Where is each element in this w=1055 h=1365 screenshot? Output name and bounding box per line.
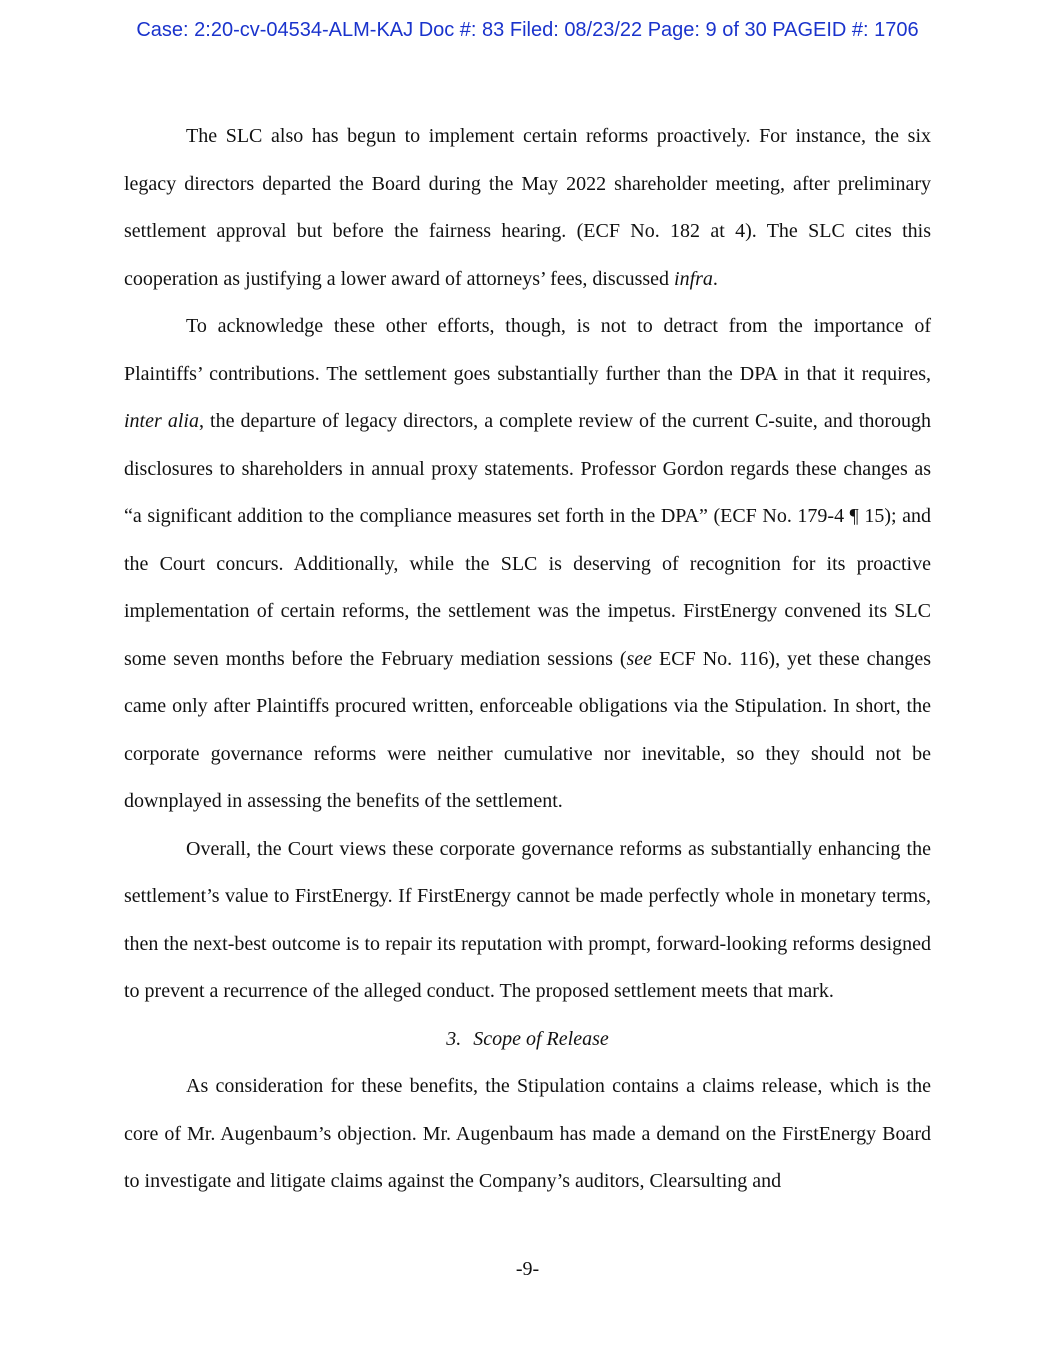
- paragraph-text: .: [712, 267, 718, 290]
- case-header: Case: 2:20-cv-04534-ALM-KAJ Doc #: 83 Filed: 08/23/22 Page: 9 of 30 PAGEID #: 1706: [136, 19, 919, 41]
- paragraph-plaintiffs-contributions: [124, 303, 931, 826]
- paragraph-text: As consideration for these benefits, the Stipulation contains a claims release, which is the core of Mr. Augenbaum’s objection. Mr. Augenbaum has made a demand on the FirstEnergy Board to investigate and litigate claims against the Company’s auditors, Clearsulting and: [124, 1075, 931, 1192]
- italic-text: inter alia: [124, 410, 199, 432]
- paragraph-text: Overall, the Court views these corporate governance reforms as substantially enhancing the settlement’s value to FirstEnergy. If FirstEnergy cannot be made perfectly whole in monetary terms, then the next-best outcome is to repair its reputation with prompt, forward-looking reforms designed to prevent a recurrence of the alleged conduct. The proposed settlement meets that mark.: [124, 837, 931, 1002]
- page-number: -9-: [515, 1258, 540, 1280]
- paragraph-slc-reforms: [124, 113, 931, 303]
- paragraph-claims-release: [124, 1063, 931, 1206]
- paragraph-overall: [124, 826, 931, 1016]
- paragraph-text: ECF No. 116), yet these changes came only after Plaintiffs procured written, enforceable obligations via the Stipulation. In short, the corporate governance reforms were neither cumulative nor inevitable, so they should not be downplayed in assessing the benefits of the settlement.: [124, 647, 932, 812]
- italic-text: infra: [674, 267, 713, 290]
- italic-text: see: [626, 647, 653, 670]
- document-body: [124, 113, 931, 1206]
- paragraph-text: To acknowledge these other efforts, though, is not to detract from the importance of Plaintiffs’ contributions. The settlement goes substantially further than the DPA in that it requires,: [124, 315, 931, 385]
- section-number: 3.: [446, 1027, 462, 1050]
- section-heading: [124, 1016, 931, 1064]
- section-title: Scope of Release: [473, 1027, 609, 1050]
- paragraph-text: The SLC also has begun to implement certain reforms proactively. For instance, the six legacy directors departed the Board during the May 2022 shareholder meeting, after preliminary settlement approval but before the fairness hearing. (ECF No. 182 at 4). The SLC cites this cooperation as justifying a lower award of attorneys’ fees, discussed: [124, 125, 931, 290]
- paragraph-text: , the departure of legacy directors, a complete review of the current C-suite, and thorough disclosures to shareholders in annual proxy statements. Professor Gordon regards these changes as “a significant addition to the compliance measures set forth in the DPA” (ECF No. 179-4 ¶ 15); and the Court concurs. Additionally, while the SLC is deserving of recognition for its proactive implementation of certain reforms, the settlement was the impetus. FirstEnergy convened its SLC some seven months before the February mediation sessions (: [124, 410, 931, 670]
